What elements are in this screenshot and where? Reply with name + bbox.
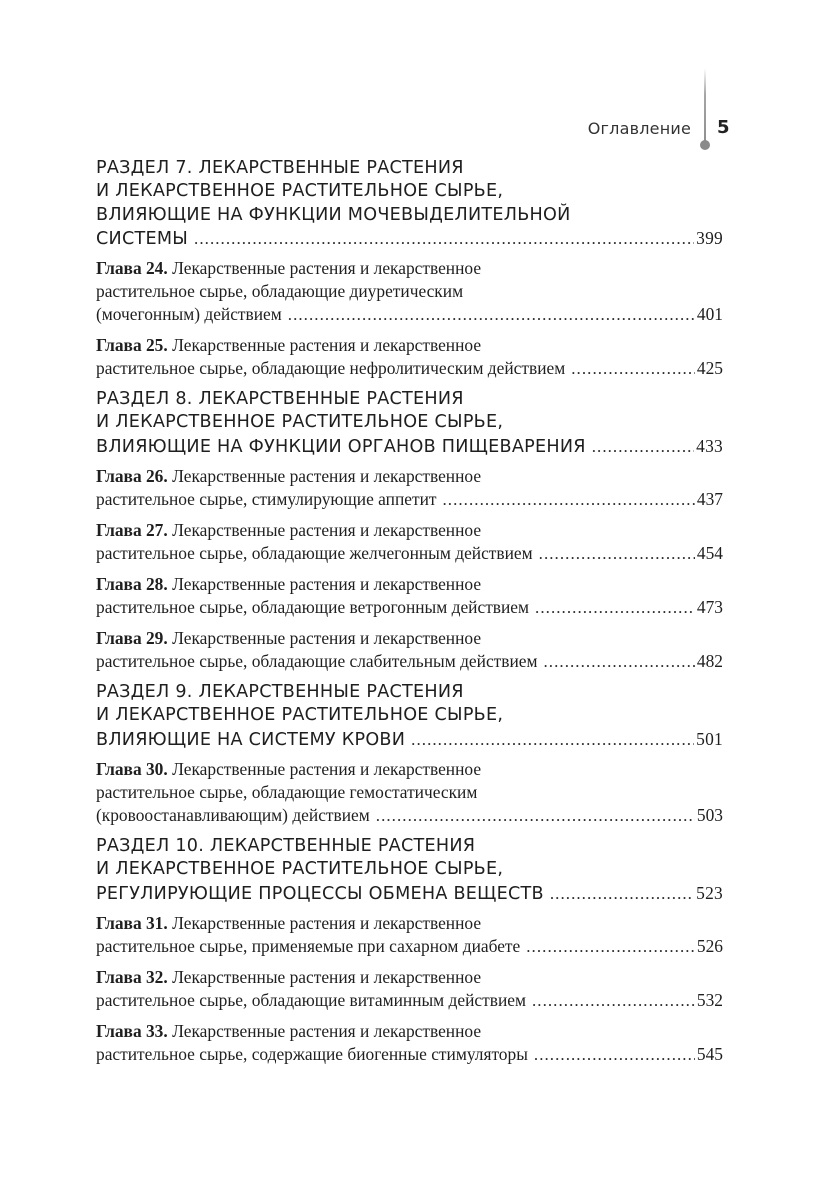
toc-title-line: И ЛЕКАРСТВЕННОЕ РАСТИТЕЛЬНОЕ СЫРЬЕ,: [96, 181, 504, 202]
dot-leader: [539, 542, 695, 565]
dot-leader: [194, 227, 694, 250]
dot-leader: [532, 989, 695, 1012]
toc-final-line: [96, 596, 723, 619]
chapter-title-text: Лекарственные растения и лекарственное: [167, 758, 482, 779]
dot-leader: [526, 935, 695, 958]
toc-title-line: растительное сырье, обладающие ветрогонным действием: [96, 597, 530, 618]
toc-section-entry[interactable]: [96, 388, 723, 459]
toc-final-line: [96, 227, 723, 251]
toc-title-line: СИСТЕМЫ: [96, 228, 189, 249]
toc-title-line: растительное сырье, обладающие нефролитическим действием: [96, 358, 566, 379]
toc-page-number[interactable]: 482: [696, 651, 723, 672]
toc-final-line: [96, 1043, 723, 1066]
chapter-title-text: Лекарственные растения и лекарственное: [167, 966, 482, 987]
toc-final-line: [96, 935, 723, 958]
toc-chapter-entry[interactable]: [96, 334, 723, 380]
dot-leader: [550, 882, 694, 905]
dot-leader: [288, 303, 695, 326]
toc-final-line: [96, 435, 723, 459]
toc-title-line: И ЛЕКАРСТВЕННОЕ РАСТИТЕЛЬНОЕ СЫРЬЕ,: [96, 705, 504, 726]
toc-chapter-entry[interactable]: [96, 912, 723, 958]
toc-title-line: растительное сырье, обладающие витаминным действием: [96, 989, 526, 1010]
toc-chapter-entry[interactable]: [96, 1020, 723, 1066]
page-number: 5: [717, 117, 730, 138]
toc-final-line: [96, 989, 723, 1012]
toc-title-line: растительное сырье, стимулирующие аппетит: [96, 489, 437, 510]
dot-leader: [535, 596, 695, 619]
toc-title-line: И ЛЕКАРСТВЕННОЕ РАСТИТЕЛЬНОЕ СЫРЬЕ,: [96, 859, 504, 880]
toc-page-number[interactable]: 401: [696, 304, 723, 325]
toc-title-line: растительное сырье, содержащие биогенные стимуляторы: [96, 1043, 528, 1064]
toc-title-line: растительное сырье, применяемые при сахарном диабете: [96, 935, 521, 956]
toc-chapter-entry[interactable]: [96, 758, 723, 827]
toc-section-entry[interactable]: [96, 157, 723, 251]
toc-title-line: растительное сырье, обладающие желчегонным действием: [96, 543, 533, 564]
toc-title-line: РЕГУЛИРУЮЩИЕ ПРОЦЕССЫ ОБМЕНА ВЕЩЕСТВ: [96, 883, 544, 904]
header-divider-dot: [700, 140, 710, 150]
toc-title-line: растительное сырье, обладающие диуретическим: [96, 281, 464, 302]
chapter-title-text: Лекарственные растения и лекарственное: [167, 574, 482, 595]
toc-chapter-first-line: [96, 1020, 723, 1043]
toc-final-line: [96, 357, 723, 380]
toc-title-line: РАЗДЕЛ 10. ЛЕКАРСТВЕННЫЕ РАСТЕНИЯ: [96, 835, 476, 856]
running-header-title: Оглавление: [587, 119, 691, 138]
toc-page-number[interactable]: 526: [696, 935, 723, 956]
chapter-title-text: Лекарственные растения и лекарственное: [167, 520, 482, 541]
toc-title-line: ВЛИЯЮЩИЕ НА ФУНКЦИИ ОРГАНОВ ПИЩЕВАРЕНИЯ: [96, 436, 586, 457]
dot-leader: [411, 728, 694, 751]
toc-final-line: [96, 882, 723, 906]
toc-page-number[interactable]: 501: [696, 728, 723, 749]
toc-page-number[interactable]: 433: [696, 435, 723, 456]
toc-chapter-first-line: [96, 257, 723, 280]
chapter-number-label: Глава 29.: [96, 628, 168, 649]
toc-chapter-entry[interactable]: [96, 465, 723, 511]
toc-final-line: [96, 728, 723, 752]
toc-chapter-first-line: [96, 627, 723, 650]
toc-chapter-first-line: [96, 465, 723, 488]
toc-title-line: растительное сырье, обладающие слабительным действием: [96, 651, 538, 672]
toc-final-line: [96, 303, 723, 326]
toc-page-number[interactable]: 399: [696, 227, 723, 248]
toc-chapter-first-line: [96, 573, 723, 596]
toc-title-line: ВЛИЯЮЩИЕ НА СИСТЕМУ КРОВИ: [96, 729, 406, 750]
dot-leader: [442, 488, 694, 511]
toc-chapter-entry[interactable]: [96, 627, 723, 673]
toc-page-number[interactable]: 523: [696, 882, 723, 903]
toc-chapter-first-line: [96, 966, 723, 989]
toc-final-line: [96, 804, 723, 827]
dot-leader: [376, 804, 695, 827]
dot-leader: [534, 1043, 695, 1066]
toc-title-line: ВЛИЯЮЩИЕ НА ФУНКЦИИ МОЧЕВЫДЕЛИТЕЛЬНОЙ: [96, 204, 571, 225]
chapter-title-text: Лекарственные растения и лекарственное: [167, 335, 482, 356]
chapter-number-label: Глава 31.: [96, 912, 168, 933]
chapter-number-label: Глава 30.: [96, 758, 168, 779]
toc-final-line: [96, 488, 723, 511]
chapter-number-label: Глава 24.: [96, 258, 168, 279]
toc-final-line: [96, 650, 723, 673]
running-header: [0, 0, 815, 160]
dot-leader: [592, 435, 694, 458]
chapter-number-label: Глава 26.: [96, 466, 168, 487]
toc-title-line: растительное сырье, обладающие гемостатическим: [96, 781, 478, 802]
chapter-title-text: Лекарственные растения и лекарственное: [167, 912, 482, 933]
chapter-number-label: Глава 28.: [96, 574, 168, 595]
toc-chapter-entry[interactable]: [96, 257, 723, 326]
toc-page-number[interactable]: 473: [696, 597, 723, 618]
chapter-title-text: Лекарственные растения и лекарственное: [167, 1020, 482, 1041]
toc-page-number[interactable]: 437: [696, 489, 723, 510]
toc-chapter-entry[interactable]: [96, 573, 723, 619]
toc-chapter-first-line: [96, 334, 723, 357]
toc-page-number[interactable]: 503: [696, 804, 723, 825]
toc-chapter-entry[interactable]: [96, 966, 723, 1012]
toc-page-number[interactable]: 425: [696, 358, 723, 379]
toc-title-line: РАЗДЕЛ 9. ЛЕКАРСТВЕННЫЕ РАСТЕНИЯ: [96, 682, 464, 703]
table-of-contents: [96, 157, 723, 1074]
chapter-number-label: Глава 32.: [96, 966, 168, 987]
toc-title-line: (мочегонным) действием: [96, 304, 282, 325]
dot-leader: [544, 650, 695, 673]
chapter-number-label: Глава 25.: [96, 335, 168, 356]
chapter-title-text: Лекарственные растения и лекарственное: [167, 628, 482, 649]
chapter-number-label: Глава 27.: [96, 520, 168, 541]
toc-final-line: [96, 542, 723, 565]
toc-title-line: РАЗДЕЛ 8. ЛЕКАРСТВЕННЫЕ РАСТЕНИЯ: [96, 389, 464, 410]
chapter-title-text: Лекарственные растения и лекарственное: [167, 466, 482, 487]
toc-chapter-first-line: [96, 912, 723, 935]
chapter-number-label: Глава 33.: [96, 1020, 168, 1041]
toc-page-number[interactable]: 545: [696, 1043, 723, 1064]
toc-page-number[interactable]: 454: [696, 543, 723, 564]
toc-section-entry[interactable]: [96, 681, 723, 752]
header-divider: [704, 68, 706, 144]
toc-page-number[interactable]: 532: [696, 989, 723, 1010]
dot-leader: [571, 357, 695, 380]
chapter-title-text: Лекарственные растения и лекарственное: [167, 258, 482, 279]
toc-chapter-first-line: [96, 519, 723, 542]
toc-title-line: (кровоостанавливающим) действием: [96, 804, 370, 825]
toc-title-line: РАЗДЕЛ 7. ЛЕКАРСТВЕННЫЕ РАСТЕНИЯ: [96, 158, 464, 178]
toc-section-entry[interactable]: [96, 835, 723, 906]
toc-chapter-first-line: [96, 758, 723, 781]
toc-title-line: И ЛЕКАРСТВЕННОЕ РАСТИТЕЛЬНОЕ СЫРЬЕ,: [96, 412, 504, 433]
toc-chapter-entry[interactable]: [96, 519, 723, 565]
